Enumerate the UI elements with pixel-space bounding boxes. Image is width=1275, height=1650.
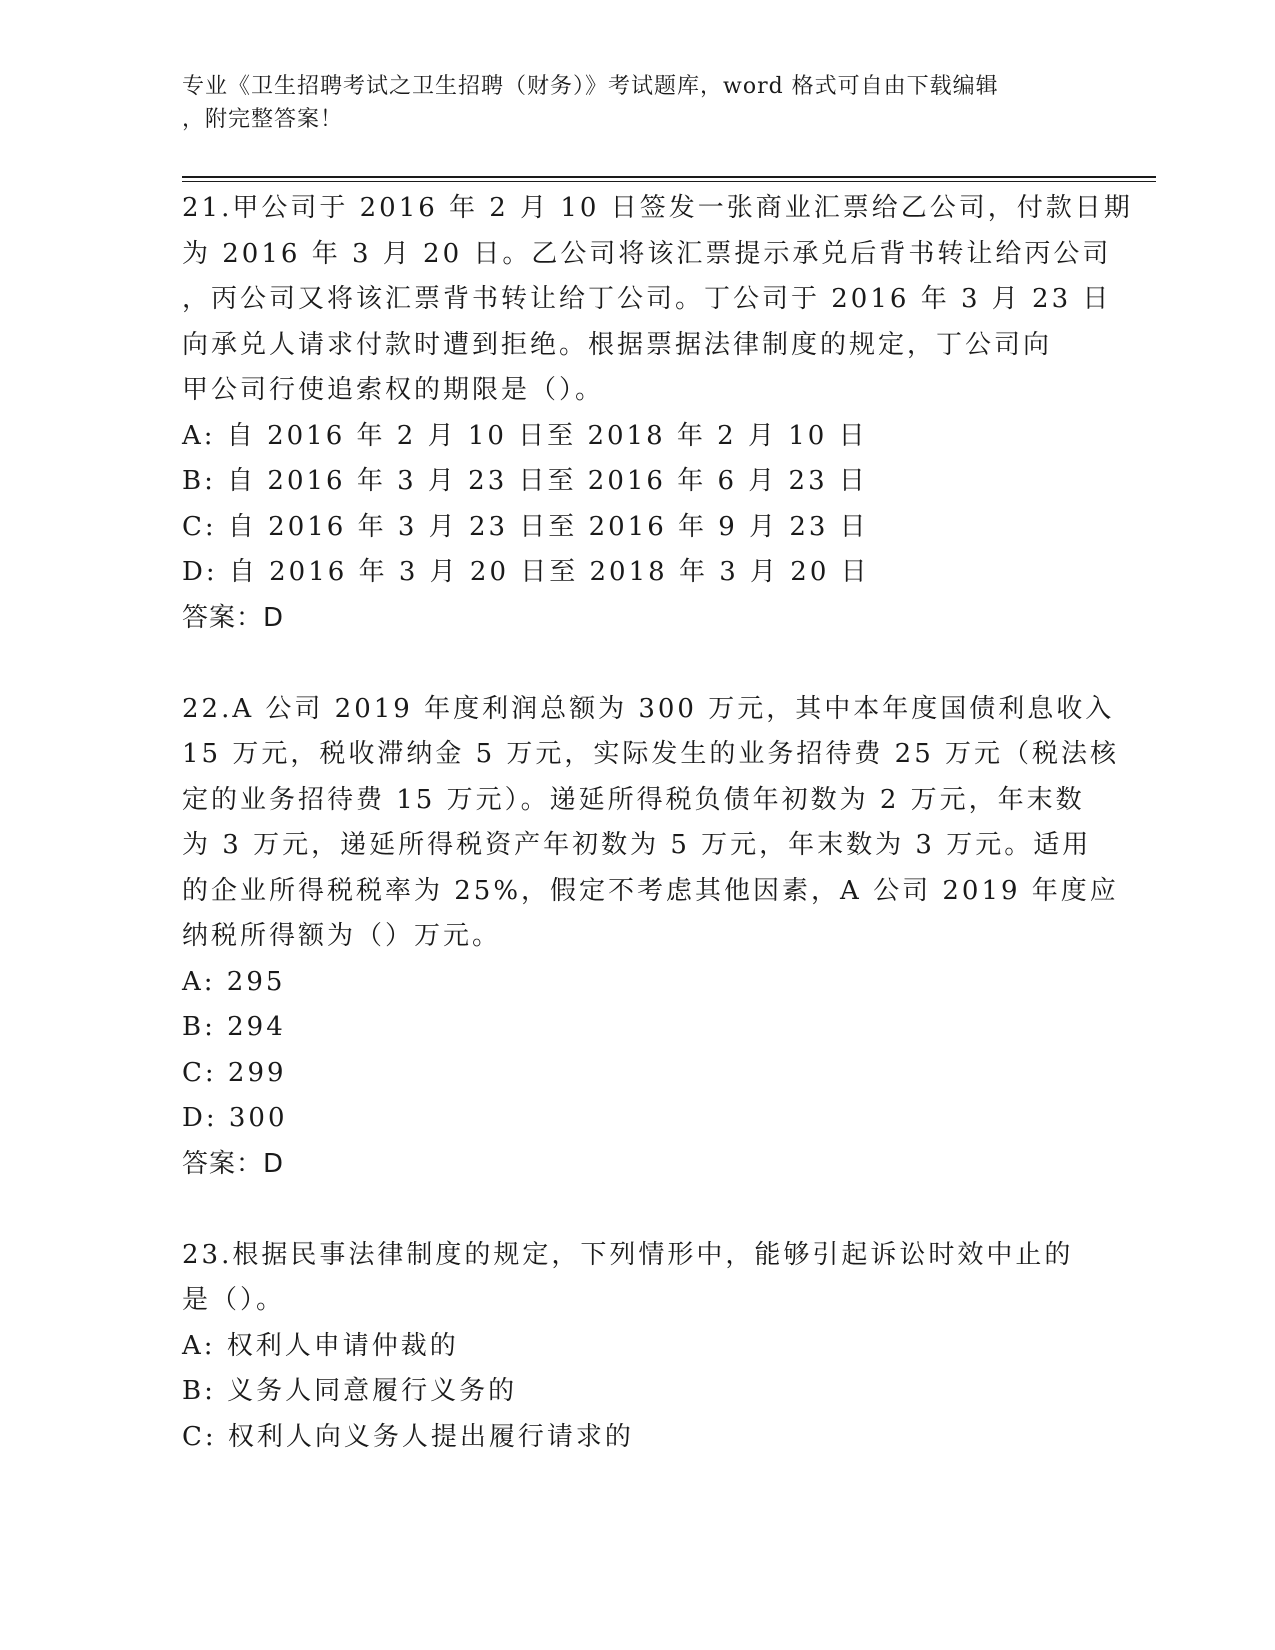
question-stem-line: 定的业务招待费 15 万元）。递延所得税负债年初数为 2 万元，年末数 — [182, 784, 1085, 815]
option-a: A: 295 — [182, 966, 286, 997]
question-stem-line: 15 万元，税收滞纳金 5 万元，实际发生的业务招待费 25 万元（税法核 — [182, 739, 1120, 769]
question-stem-line: 21.甲公司于 2016 年 2 月 10 日签发一张商业汇票给乙公司，付款日期 — [182, 193, 1133, 223]
question-list — [182, 186, 1133, 1460]
option-a: A: 自 2016 年 2 月 10 日至 2018 年 2 月 10 日 — [182, 420, 868, 451]
question-stem-line: 向承兑人请求付款时遭到拒绝。根据票据法律制度的规定，丁公司向 — [182, 329, 1053, 360]
page-header — [182, 70, 1062, 136]
option-d: D: 自 2016 年 3 月 20 日至 2018 年 3 月 20 日 — [182, 557, 870, 587]
option-d: D: 300 — [182, 1103, 288, 1133]
option-b: B: 自 2016 年 3 月 23 日至 2016 年 6 月 23 日 — [182, 466, 868, 496]
header-line-2: ，附完整答案！ — [182, 107, 344, 132]
header-line-1: 专业《卫生招聘考试之卫生招聘（财务）》考试题库，word 格式可自由下载编辑 — [182, 74, 999, 99]
question-21 — [182, 186, 1133, 641]
question-22 — [182, 687, 1120, 1188]
question-stem-line: 纳税所得额为（）万元。 — [182, 921, 502, 951]
question-stem-line: 为 3 万元，递延所得税资产年初数为 5 万元，年末数为 3 万元。适用 — [182, 830, 1092, 860]
question-23 — [182, 1233, 1082, 1461]
question-spacer — [182, 641, 1082, 687]
option-a: A: 权利人申请仲裁的 — [182, 1330, 459, 1361]
option-c: C: 299 — [182, 1057, 287, 1088]
option-c: C: 权利人向义务人提出履行请求的 — [182, 1421, 634, 1452]
option-b: B: 294 — [182, 1012, 286, 1042]
question-stem-line: 22.A 公司 2019 年度利润总额为 300 万元，其中本年度国债利息收入 — [182, 693, 1115, 724]
answer-label: 答案：D — [182, 1148, 285, 1179]
option-c: C: 自 2016 年 3 月 23 日至 2016 年 9 月 23 日 — [182, 511, 869, 542]
header-divider-thick — [182, 176, 1156, 178]
answer-label: 答案：D — [182, 602, 285, 633]
question-stem-line: 甲公司行使追索权的期限是（）。 — [182, 375, 605, 405]
question-stem-line: 是（）。 — [182, 1285, 286, 1315]
question-stem-line: 的企业所得税税率为 25%，假定不考虑其他因素，A 公司 2019 年度应 — [182, 875, 1119, 906]
question-stem-line: 23.根据民事法律制度的规定，下列情形中，能够引起诉讼时效中止的 — [182, 1239, 1074, 1270]
header-divider-thin — [182, 181, 1156, 182]
question-stem-line: 为 2016 年 3 月 20 日。乙公司将该汇票提示承兑后背书转让给丙公司 — [182, 238, 1112, 269]
option-b: B: 义务人同意履行义务的 — [182, 1376, 518, 1406]
question-stem-line: ，丙公司又将该汇票背书转让给丁公司。丁公司于 2016 年 3 月 23 日 — [182, 284, 1112, 314]
question-spacer — [182, 1187, 1082, 1233]
